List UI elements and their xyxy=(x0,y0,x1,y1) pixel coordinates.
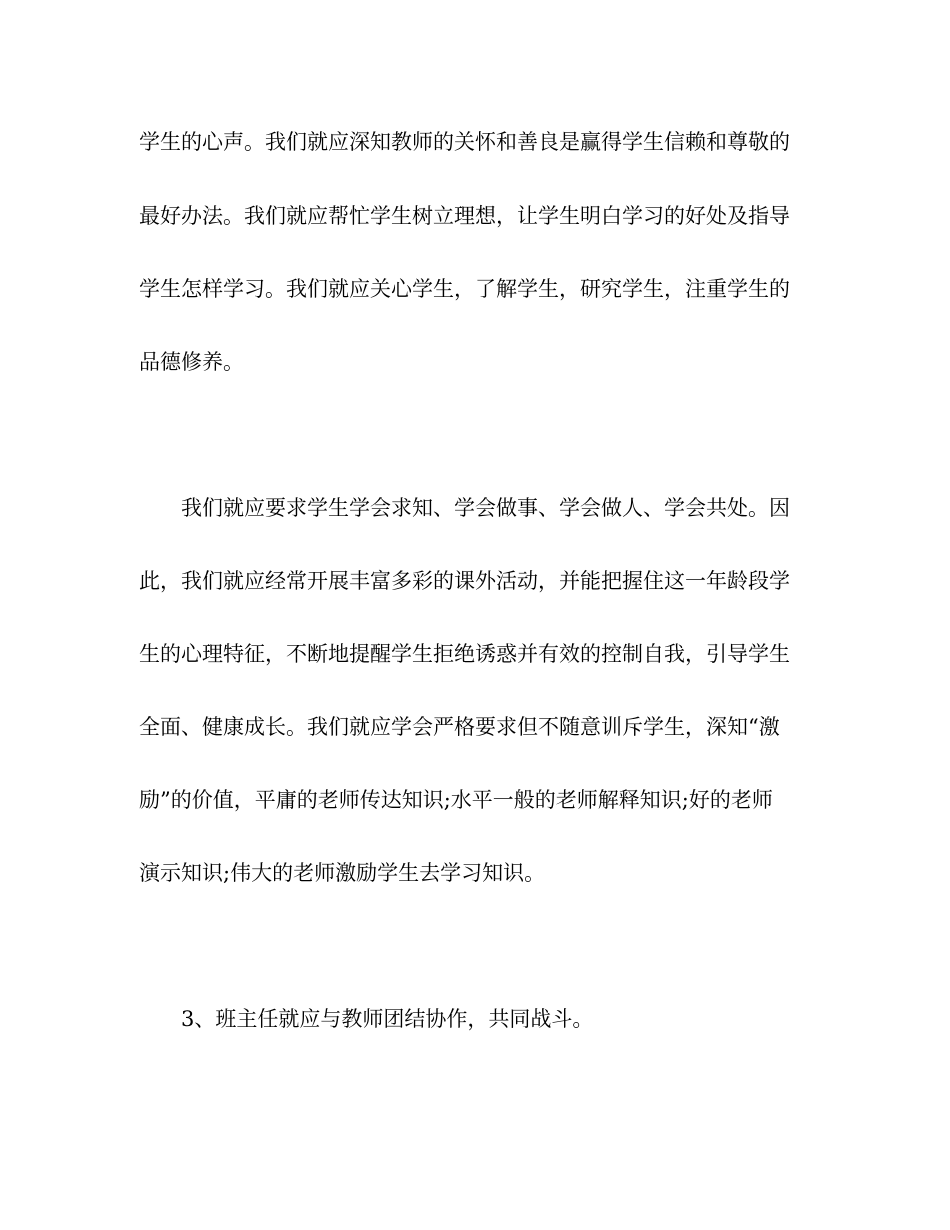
section-heading: 3、班主任就应与教师团结协作，共同战斗。 xyxy=(181,1007,594,1031)
text-line: 品德修养。 xyxy=(139,350,244,374)
text-line: 生的心理特征，不断地提醒学生拒绝诱惑并有效的控制自我，引导学生 xyxy=(139,642,790,666)
text-line: 最好办法。我们就应帮忙学生树立理想，让学生明白学习的好处及指导 xyxy=(139,204,790,228)
text-line: 学生的心声。我们就应深知教师的关怀和善良是赢得学生信赖和尊敬的 xyxy=(139,130,790,154)
text-line: 演示知识;伟大的老师激励学生去学习知识。 xyxy=(139,861,546,885)
text-line: 全面、健康成长。我们就应学会严格要求但不随意训斥学生，深知“激 xyxy=(139,715,780,739)
text-line: 此，我们就应经常开展丰富多彩的课外活动，并能把握住这一年龄段学 xyxy=(139,569,790,593)
text-line: 励”的价值，平庸的老师传达知识;水平一般的老师解释知识;好的老师 xyxy=(139,788,773,812)
text-line: 我们就应要求学生学会求知、学会做事、学会做人、学会共处。因 xyxy=(181,496,790,520)
text-line: 学生怎样学习。我们就应关心学生，了解学生，研究学生，注重学生的 xyxy=(139,277,790,301)
